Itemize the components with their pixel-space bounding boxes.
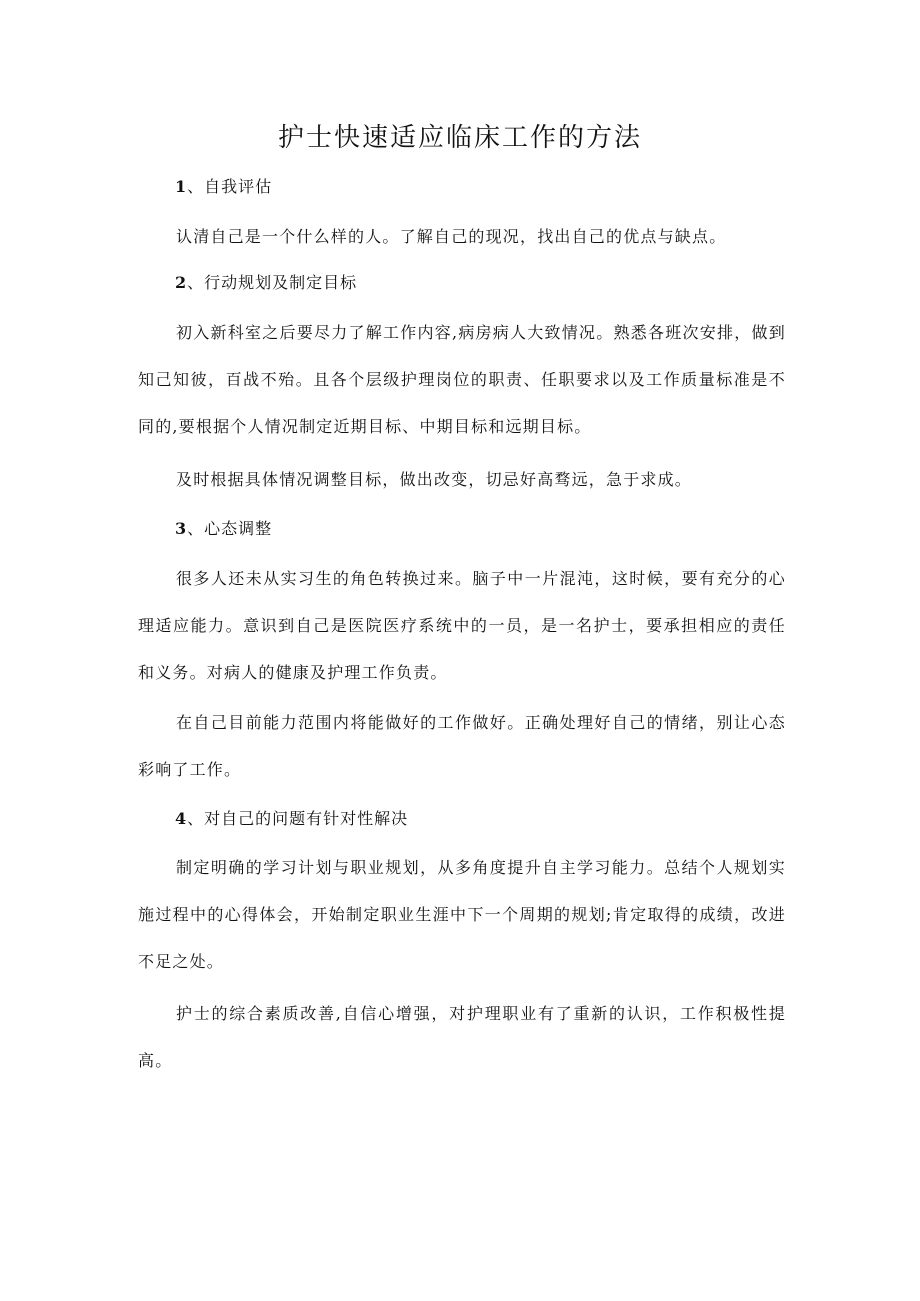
section-number: 1 [175,177,188,196]
paragraph: 在自己目前能力范围内将能做好的工作做好。正确处理好自己的情绪，别让心态彩响了工作。 [138,713,786,779]
paragraph: 认清自己是一个什么样的人。了解自己的现况，找出自己的优点与缺点。 [176,227,727,246]
section-number: 4 [175,809,188,828]
section-number: 3 [175,519,188,538]
paragraph: 护士的综合素质改善,自信心增强，对护理职业有了重新的认识，工作积极性提高。 [138,1004,786,1070]
section-title: 、对自己的问题有针对性解决 [187,809,409,828]
paragraph: 很多人还未从实习生的角色转换过来。脑子中一片混沌，这时候，要有充分的心理适应能力。意识到自己是医院医疗系统中的一员，是一名护士，要承担相应的责任和义务。对病人的健康及护理工作负责。 [138,569,786,682]
paragraph: 及时根据具体情况调整目标，做出改变，切忌好高骛远，急于求成。 [176,470,693,489]
section-heading-2 [175,272,357,294]
section-number: 2 [175,273,188,292]
section-heading-3 [175,518,272,540]
paragraph: 初入新科室之后要尽力了解工作内容,病房病人大致情况。熟悉各班次安排，做到知己知彼，百战不殆。且各个层级护理岗位的职责、任职要求以及工作质量标准是不同的,要根据个人情况制定近期目标、中期目标和远期目标。 [138,323,786,436]
paragraph: 制定明确的学习计划与职业规划，从多角度提升自主学习能力。总结个人规划实施过程中的心得体会，开始制定职业生涯中下一个周期的规划;肯定取得的成绩，改进不足之处。 [138,858,786,971]
section-heading-4 [175,808,408,830]
section-title: 、自我评估 [187,177,273,196]
page-title: 护士快速适应临床工作的方法 [277,123,642,153]
section-title: 、行动规划及制定目标 [187,273,358,292]
section-heading-1 [175,176,272,198]
section-title: 、心态调整 [187,519,273,538]
